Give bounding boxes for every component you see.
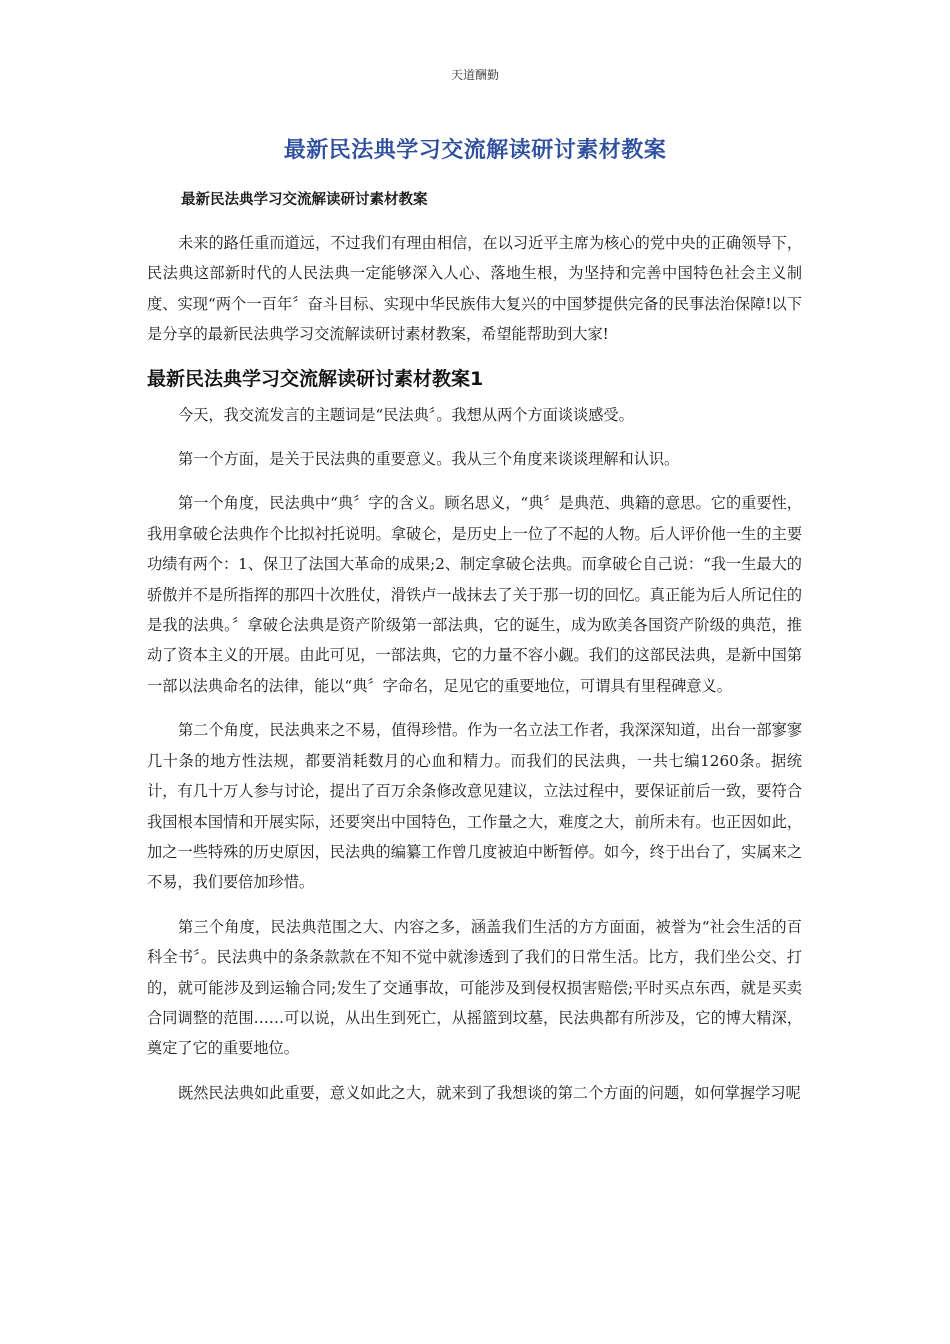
body-paragraph: 第一个方面，是关于民法典的重要意义。我从三个角度来谈谈理解和认识。 [178, 450, 680, 469]
page-header: 天道酬勤 [450, 68, 499, 82]
document-subtitle: 最新民法典学习交流解读研讨素材教案 [181, 192, 428, 208]
document-body [147, 228, 802, 1108]
intro-paragraph: 未来的路任重而道远，不过我们有理由相信，在以习近平主席为核心的党中央的正确领导下，民法典这部新时代的人民法典一定能够深入人心、落地生根，为坚持和完善中国特色社会主义制度、实现“两个一百年〞奋斗目标、实现中华民族伟大复兴的中国梦提供完备的民事法治保障!以下是分享的最新民法典学习交流解读研讨素材教案，希望能帮助到大家! [147, 234, 802, 344]
document-title: 最新民法典学习交流解读研讨素材教案 [283, 138, 667, 163]
section-heading: 最新民法典学习交流解读研讨素材教案1 [147, 367, 484, 390]
body-paragraph: 第三个角度，民法典范围之大、内容之多，涵盖我们生活的方方面面，被誉为“社会生活的百科全书〞。民法典中的条条款款在不知不觉中就渗透到了我们的日常生活。比方，我们坐公交、打的，就可能涉及到运输合同;发生了交通事故，可能涉及到侵权损害赔偿;平时买点东西，就是买卖合同调整的范围……可以说，从出生到死亡，从摇篮到坟墓，民法典都有所涉及，它的博大精深，奠定了它的重要地位。 [147, 917, 802, 1058]
body-paragraph: 第一个角度，民法典中“典〞字的含义。顾名思义，“典〞是典范、典籍的意思。它的重要性，我用拿破仑法典作个比拟衬托说明。拿破仑，是历史上一位了不起的人物。后人评价他一生的主要功绩有两个：1、保卫了法国大革命的成果;2、制定拿破仑法典。而拿破仑自己说：“我一生最大的骄傲并不是所指挥的那四十次胜仗，滑铁卢一战抹去了关于那一切的回忆。真正能为后人所记住的是我的法典。〞拿破仑法典是资产阶级第一部法典，它的诞生，成为欧美各国资产阶级的典范，推动了资本主义的开展。由此可见，一部法典，它的力量不容小觑。我们的这部民法典，是新中国第一部以法典命名的法律，能以“典〞字命名，足见它的重要地位，可谓具有里程碑意义。 [147, 494, 802, 695]
body-paragraph: 第二个角度，民法典来之不易，值得珍惜。作为一名立法工作者，我深深知道，出台一部寥寥几十条的地方性法规，都要消耗数月的心血和精力。而我们的民法典，一共七编1260条。据统计，有几十万人参与讨论，提出了百万余条修改意见建议，立法过程中，要保证前后一致，要符合我国根本国情和开展实际，还要突出中国特色，工作量之大，难度之大，前所未有。也正因如此，加之一些特殊的历史原因，民法典的编纂工作曾几度被迫中断暂停。如今，终于出台了，实属来之不易，我们要倍加珍惜。 [147, 721, 802, 892]
body-paragraph: 今天，我交流发言的主题词是“民法典〞。我想从两个方面谈谈感受。 [178, 405, 634, 424]
body-paragraph: 既然民法典如此重要，意义如此之大，就来到了我想谈的第二个方面的问题，如何掌握学习呢 [178, 1083, 801, 1102]
